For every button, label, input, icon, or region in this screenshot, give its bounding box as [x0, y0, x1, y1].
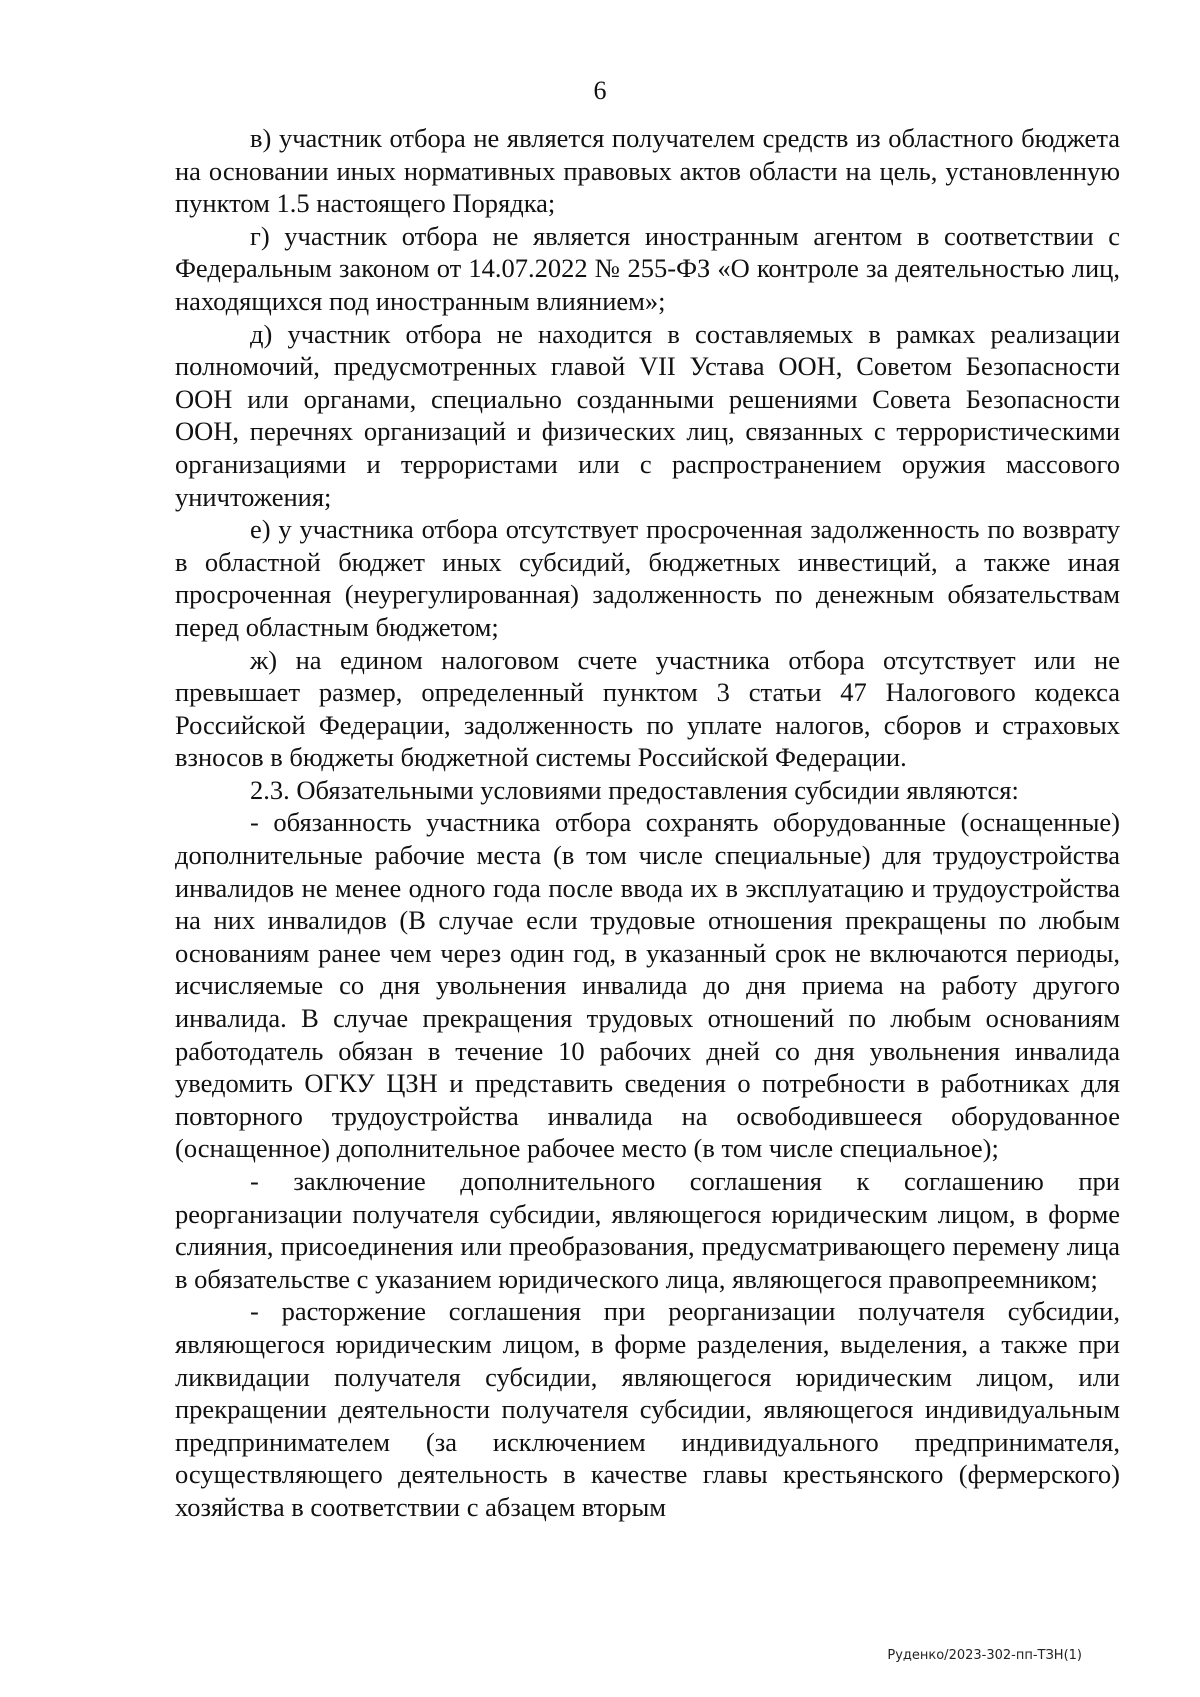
- paragraph-v: в) участник отбора не является получателем средств из областного бюджета на основании иных нормативных правовых актов области на цель, установленную пунктом 1.5 настоящего Порядка;: [175, 123, 1120, 219]
- paragraph-zh: ж) на едином налоговом счете участника отбора отсутствует или не превышает размер, определенный пунктом 3 статьи 47 Налогового кодекса Российской Федерации, задолженность по уплате налогов, сборов и страховых взносов в бюджеты бюджетной системы Российской Федерации.: [175, 644, 1120, 773]
- document-footer-code: Руденко/2023-302-пп-ТЗН(1): [887, 1648, 1082, 1663]
- paragraph-2-3: 2.3. Обязательными условиями предоставления субсидии являются:: [250, 774, 1019, 805]
- condition-workplaces: - обязанность участника отбора сохранять оборудованные (оснащенные) дополнительные рабочие места (в том числе специальные) для трудоустройства инвалидов не менее одного года после ввода их в эксплуатацию и трудоустройства на них инвалидов (В случае если трудовые отношения прекращены по любым основаниям ранее чем через один год, в указанный срок не включаются периоды, исчисляемые со дня увольнения инвалида до дня приема на работу другого инвалида. В случае прекращения трудовых отношений по любым основаниям работодатель обязан в течение 10 рабочих дней со дня увольнения инвалида уведомить ОГКУ ЦЗН и представить сведения о потребности в работниках для повторного трудоустройства инвалида на освободившееся оборудованное (оснащенное) дополнительное рабочее место (в том числе специальное);: [175, 807, 1120, 1164]
- document-body: [175, 122, 1120, 1524]
- paragraph-e: е) у участника отбора отсутствует просроченная задолженность по возврату в областной бюджет иных субсидий, бюджетных инвестиций, а также иная просроченная (неурегулированная) задолженность по денежным обязательствам перед областным бюджетом;: [175, 514, 1120, 642]
- condition-termination: - расторжение соглашения при реорганизации получателя субсидии, являющегося юридическим лицом, в форме разделения, выделения, а также при ликвидации получателя субсидии, являющегося юридическим лицом, или прекращении деятельности получателя субсидии, являющегося индивидуальным предпринимателем (за исключением индивидуального предпринимателя, осуществляющего деятельность в качестве главы крестьянского (фермерского) хозяйства в соответствии с абзацем вторым: [175, 1296, 1120, 1522]
- paragraph-d: д) участник отбора не находится в составляемых в рамках реализации полномочий, предусмотренных главой VII Устава ООН, Советом Безопасности ООН или органами, специально созданными решениями Совета Безопасности ООН, перечнях организаций и физических лиц, связанных с террористическими организациями и террористами или с распространением оружия массового уничтожения;: [175, 318, 1120, 512]
- page-number: 6: [593, 76, 607, 105]
- condition-additional-agreement: - заключение дополнительного соглашения к соглашению при реорганизации получателя субсидии, являющегося юридическим лицом, в форме слияния, присоединения или преобразования, предусматривающего перемену лица в обязательстве с указанием юридического лица, являющегося правопреемником;: [175, 1166, 1120, 1294]
- paragraph-g: г) участник отбора не является иностранным агентом в соответствии с Федеральным законом от 14.07.2022 № 255-ФЗ «О контроле за деятельностью лиц, находящихся под иностранным влиянием»;: [175, 220, 1120, 316]
